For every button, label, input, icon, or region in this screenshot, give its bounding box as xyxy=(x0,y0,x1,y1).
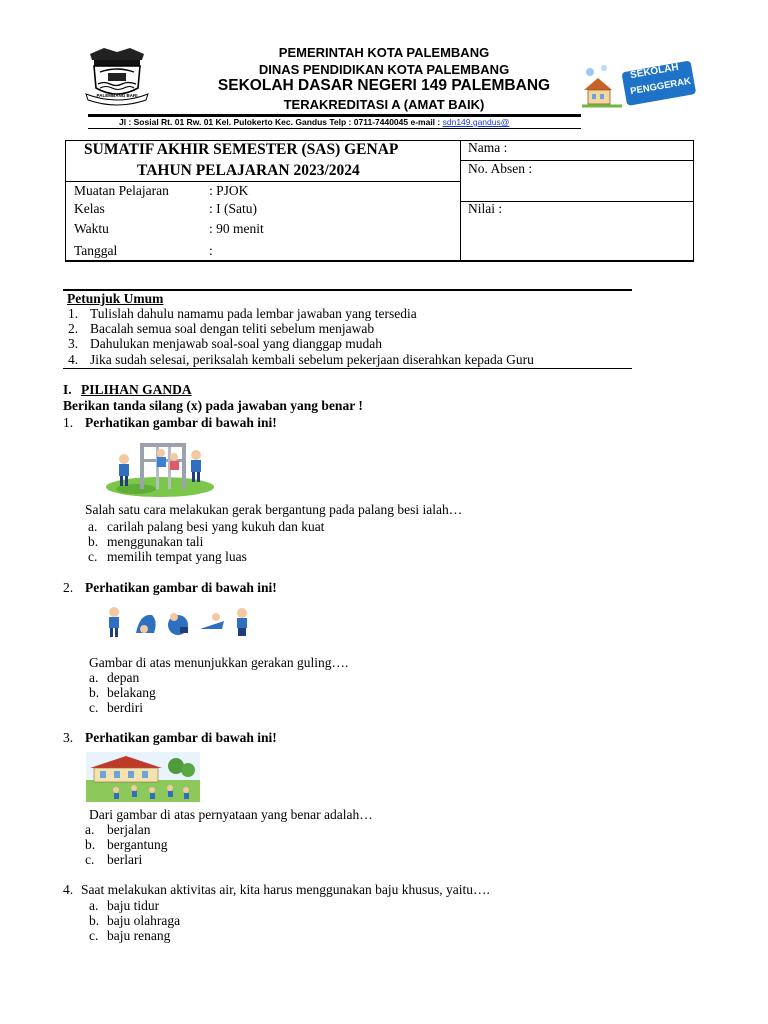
instructions-heading: Petunjuk Umum xyxy=(67,291,164,306)
q1-option-c-letter[interactable]: c. xyxy=(88,549,98,564)
q3-option-a[interactable]: berjalan xyxy=(107,822,151,837)
question-4-text: Saat melakukan aktivitas air, kita harus menggunakan baju khusus, yaitu…. xyxy=(81,882,490,897)
q1-option-b-letter[interactable]: b. xyxy=(88,534,99,549)
field-waktu-value: : 90 menit xyxy=(209,221,264,236)
letterhead-rule-thin xyxy=(88,128,581,129)
school-address xyxy=(119,117,509,127)
q1-option-c[interactable]: memilih tempat yang luas xyxy=(107,549,247,564)
instruction-item-1: Tulislah dahulu namamu pada lembar jawaban yang tersedia xyxy=(90,306,417,321)
letterhead-line-2: DINAS PENDIDIKAN KOTA PALEMBANG xyxy=(258,62,510,77)
instruction-num-2: 2. xyxy=(68,321,79,336)
instruction-num-3: 3. xyxy=(68,336,79,351)
q4-option-b-letter[interactable]: b. xyxy=(89,913,100,928)
badge-text-penggerak: PENGGERAK xyxy=(629,75,692,98)
question-2-prompt: Perhatikan gambar di bawah ini! xyxy=(85,580,277,595)
q2-option-a[interactable]: depan xyxy=(107,670,140,685)
q2-option-c-letter[interactable]: c. xyxy=(89,700,99,715)
no-absen-field[interactable]: No. Absen : xyxy=(468,161,533,176)
section-number: I. xyxy=(63,382,72,397)
question-1-text: Salah satu cara melakukan gerak bergantung pada palang besi ialah… xyxy=(85,502,463,517)
letterhead-accreditation: TERAKREDITASI A (AMAT BAIK) xyxy=(283,97,485,112)
sekolah-penggerak-logo xyxy=(582,60,696,108)
question-2-text: Gambar di atas menunjukkan gerakan guling…. xyxy=(89,655,349,670)
address-text: Jl : Sosial Rt. 01 Rw. 01 Kel. Pulokerto Kec. Gandus Telp : 0711-7440045 e-mail : xyxy=(119,117,443,127)
field-muatan-label: Muatan Pelajaran xyxy=(74,183,169,198)
letterhead-school-name: SEKOLAH DASAR NEGERI 149 PALEMBANG xyxy=(217,77,551,94)
exam-title-line-1: SUMATIF AKHIR SEMESTER (SAS) GENAP xyxy=(84,141,399,158)
section-title: PILIHAN GANDA xyxy=(81,382,192,397)
q2-option-c[interactable]: berdiri xyxy=(107,700,143,715)
question-1-prompt: Perhatikan gambar di bawah ini! xyxy=(85,415,277,430)
instruction-num-1: 1. xyxy=(68,306,79,321)
field-tanggal-value: : xyxy=(209,243,213,258)
field-kelas-label: Kelas xyxy=(74,201,105,216)
q1-option-a[interactable]: carilah palang besi yang kukuh dan kuat xyxy=(107,519,325,534)
q3-option-a-letter[interactable]: a. xyxy=(85,822,95,837)
instructions-bottom-rule xyxy=(63,368,632,369)
emblem-caption: PALEMBANG BARI xyxy=(96,93,138,98)
question-3-illustration xyxy=(86,752,200,802)
field-kelas-value: : I (Satu) xyxy=(209,201,257,216)
instruction-item-3: Dahulukan menjawab soal-soal yang dianggap mudah xyxy=(90,336,383,351)
field-tanggal-label: Tanggal xyxy=(74,243,118,258)
instruction-item-4: Jika sudah selesai, periksalah kembali sebelum pekerjaan diserahkan kepada Guru xyxy=(90,352,534,367)
field-waktu-label: Waktu xyxy=(74,221,109,236)
question-3-prompt: Perhatikan gambar di bawah ini! xyxy=(85,730,277,745)
q3-option-b[interactable]: bergantung xyxy=(107,837,168,852)
question-2-number: 2. xyxy=(63,580,74,595)
nilai-field[interactable]: Nilai : xyxy=(468,201,503,216)
question-4-number: 4. xyxy=(63,882,74,897)
exam-title-line-2: TAHUN PELAJARAN 2023/2024 xyxy=(137,162,360,179)
q3-option-b-letter[interactable]: b. xyxy=(85,837,96,852)
letterhead-line-1: PEMERINTAH KOTA PALEMBANG xyxy=(278,45,490,60)
question-2-illustration xyxy=(100,603,252,639)
q2-option-b-letter[interactable]: b. xyxy=(89,685,100,700)
email-link[interactable]: sdn149.gandus@ xyxy=(442,117,510,127)
q3-option-c[interactable]: berlari xyxy=(107,852,143,867)
section-instruction: Berikan tanda silang (x) pada jawaban yang benar ! xyxy=(63,398,363,413)
field-muatan-value: : PJOK xyxy=(209,183,249,198)
q4-option-b[interactable]: baju olahraga xyxy=(107,913,181,928)
nama-field[interactable]: Nama : xyxy=(468,140,508,155)
q2-option-b[interactable]: belakang xyxy=(107,685,156,700)
q1-option-b[interactable]: menggunakan tali xyxy=(107,534,204,549)
q1-option-a-letter[interactable]: a. xyxy=(88,519,98,534)
question-1-illustration xyxy=(106,437,214,497)
q4-option-c[interactable]: baju renang xyxy=(107,928,171,943)
question-3-text: Dari gambar di atas pernyataan yang benar adalah… xyxy=(89,807,373,822)
q4-option-a[interactable]: baju tidur xyxy=(107,898,160,913)
question-3-number: 3. xyxy=(63,730,74,745)
q2-option-a-letter[interactable]: a. xyxy=(89,670,99,685)
question-1-number: 1. xyxy=(63,415,74,430)
q4-option-a-letter[interactable]: a. xyxy=(89,898,99,913)
q3-option-c-letter[interactable]: c. xyxy=(85,852,95,867)
instruction-num-4: 4. xyxy=(68,352,79,367)
instruction-item-2: Bacalah semua soal dengan teliti sebelum menjawab xyxy=(90,321,375,336)
q4-option-c-letter[interactable]: c. xyxy=(89,928,99,943)
badge-text-sekolah: SEKOLAH xyxy=(629,61,680,82)
